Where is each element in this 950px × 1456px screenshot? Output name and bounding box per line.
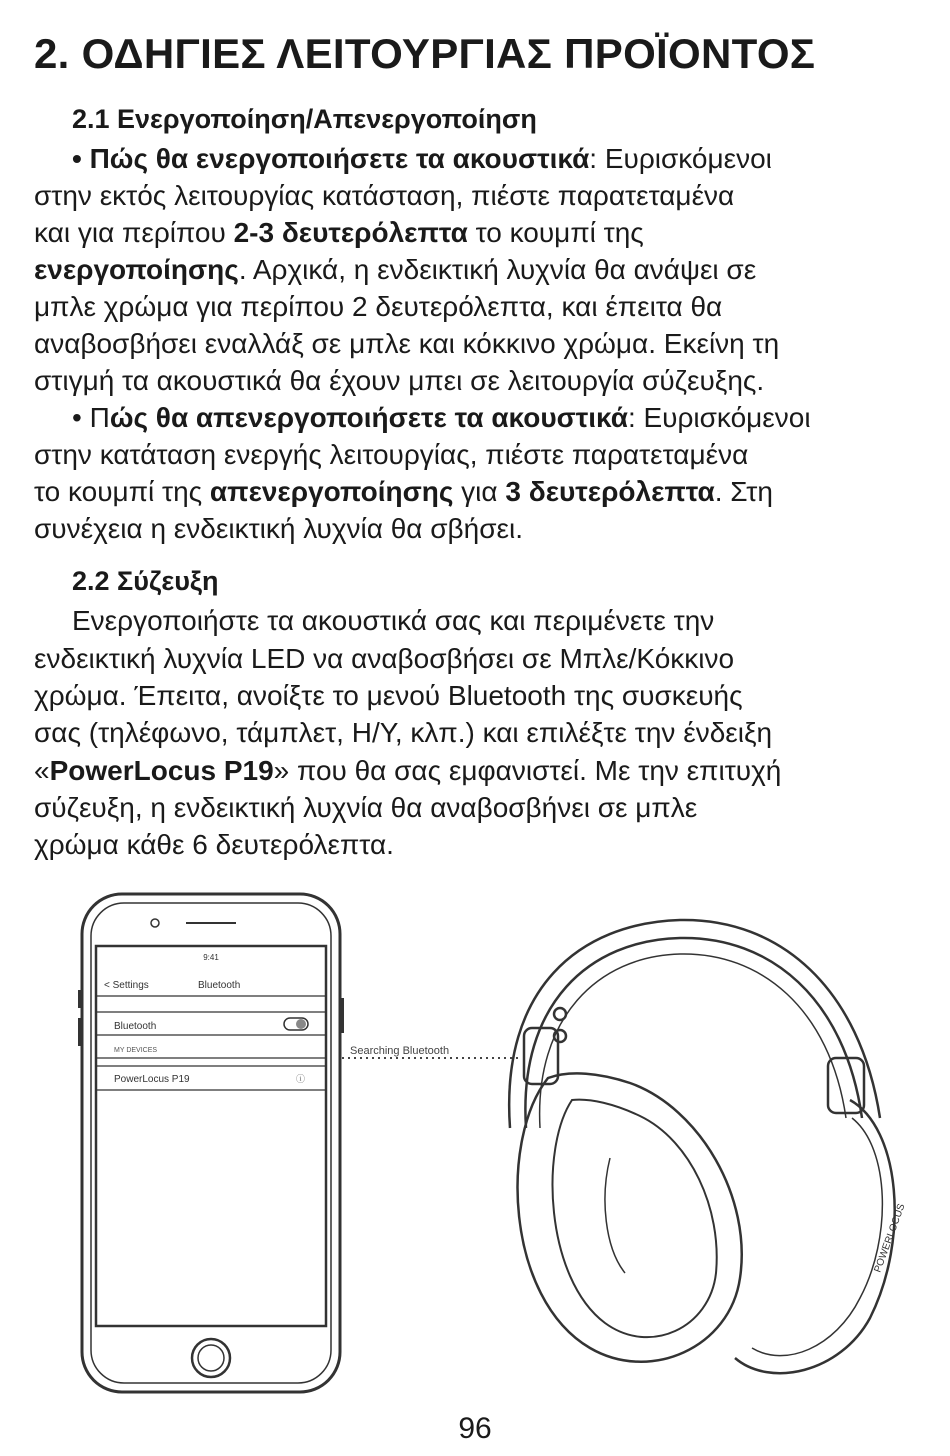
text-run: το κουμπί της <box>467 217 644 248</box>
phone-nav-title: Bluetooth <box>198 980 241 991</box>
paragraph-line: Ενεργοποιήστε τα ακουστικά σας και περιμένετε την <box>72 605 715 636</box>
text-run: το κουμπί της <box>34 476 210 507</box>
bold-run: ώς θα απενεργοποιήσετε τα ακουστικά <box>109 402 628 433</box>
bold-run: 3 δευτερόλεπτα <box>505 476 715 507</box>
page-number: 96 <box>458 1412 492 1445</box>
bold-run: ενεργοποίησης <box>34 254 239 285</box>
paragraph-line: σας (τηλέφωνο, τάμπλετ, Η/Υ, κλπ.) και επιλέξτε την ένδειξη <box>34 717 773 748</box>
paragraph-line <box>72 399 811 437</box>
paragraph-line <box>34 251 756 289</box>
searching-label: Searching Bluetooth <box>350 1045 450 1057</box>
pairing-illustration <box>0 878 950 1398</box>
paragraph-line: μπλε χρώμα για περίπου 2 δευτερόλεπτα, και έπειτα θα <box>34 291 723 322</box>
text-run: » που θα σας εμφανιστεί. Με την επιτυχή <box>273 755 782 786</box>
bullet-power-off: • Π <box>72 402 110 433</box>
paragraph-line <box>34 214 644 252</box>
paragraph-line: ενδεικτική λυχνία LED να αναβοσβήσει σε Μπλε/Κόκκινο <box>34 643 735 674</box>
section-2-2-heading: 2.2 Σύζευξη <box>72 566 219 596</box>
paragraph-line: σύζευξη, η ενδεικτική λυχνία θα αναβοσβήνει σε μπλε <box>34 792 698 823</box>
paragraph-line: χρώμα. Έπειτα, ανοίξτε το μενού Bluetooth της συσκευής <box>34 680 743 711</box>
paragraph-line: στην εκτός λειτουργίας κατάσταση, πιέστε παρατεταμένα <box>34 180 735 211</box>
phone-device-row: PowerLocus P19 <box>114 1074 190 1085</box>
text-run: για <box>453 476 506 507</box>
paragraph-line: στιγμή τα ακουστικά θα έχουν μπει σε λειτουργία σύζευξης. <box>34 365 765 396</box>
smartphone-illustration <box>80 894 342 1392</box>
bold-run: απενεργοποίησης <box>209 476 454 507</box>
phone-devices-header: MY DEVICES <box>114 1047 158 1054</box>
earcup-brand: POWERLOCUS <box>872 1202 908 1275</box>
section-2-1-heading: 2.1 Ενεργοποίηση/Απενεργοποίηση <box>72 104 537 134</box>
phone-bluetooth-row: Bluetooth <box>114 1021 157 1032</box>
paragraph-line: αναβοσβήσει εναλλάξ σε μπλε και κόκκινο χρώμα. Εκείνη τη <box>34 328 780 359</box>
headphones-illustration <box>509 920 895 1373</box>
device-name-bold: PowerLocus P19 <box>49 755 274 786</box>
bold-run: 2-3 δευτερόλεπτα <box>233 217 468 248</box>
paragraph-line: συνέχεια η ενδεικτική λυχνία θα σβήσει. <box>34 513 523 544</box>
status-time: 9:41 <box>203 953 219 962</box>
paragraph-line <box>34 752 781 790</box>
paragraph-line <box>34 473 773 511</box>
text-run: και για περίπου <box>34 217 234 248</box>
text-run: . Αρχικά, η ενδεικτική λυχνία θα ανάψει σε <box>238 254 757 285</box>
paragraph-line: χρώμα κάθε 6 δευτερόλεπτα. <box>34 829 394 860</box>
phone-back-link: < Settings <box>104 980 149 991</box>
text-run: : Ευρισκόμενοι <box>627 402 811 433</box>
paragraph-line <box>72 140 772 178</box>
paragraph-line: στην κατάταση ενεργής λειτουργίας, πιέστε παρατεταμένα <box>34 439 749 470</box>
bullet-power-on: • Πώς θα ενεργοποιήσετε τα ακουστικά <box>72 143 590 174</box>
page-title: 2. ΟΔΗΓΙΕΣ ΛΕΙΤΟΥΡΓΙΑΣ ΠΡΟΪΟΝΤΟΣ <box>34 30 816 77</box>
text-run: : Ευρισκόμενοι <box>589 143 772 174</box>
info-icon: ⓘ <box>296 1074 306 1084</box>
text-run: . Στη <box>714 476 773 507</box>
text-run: « <box>34 755 50 786</box>
